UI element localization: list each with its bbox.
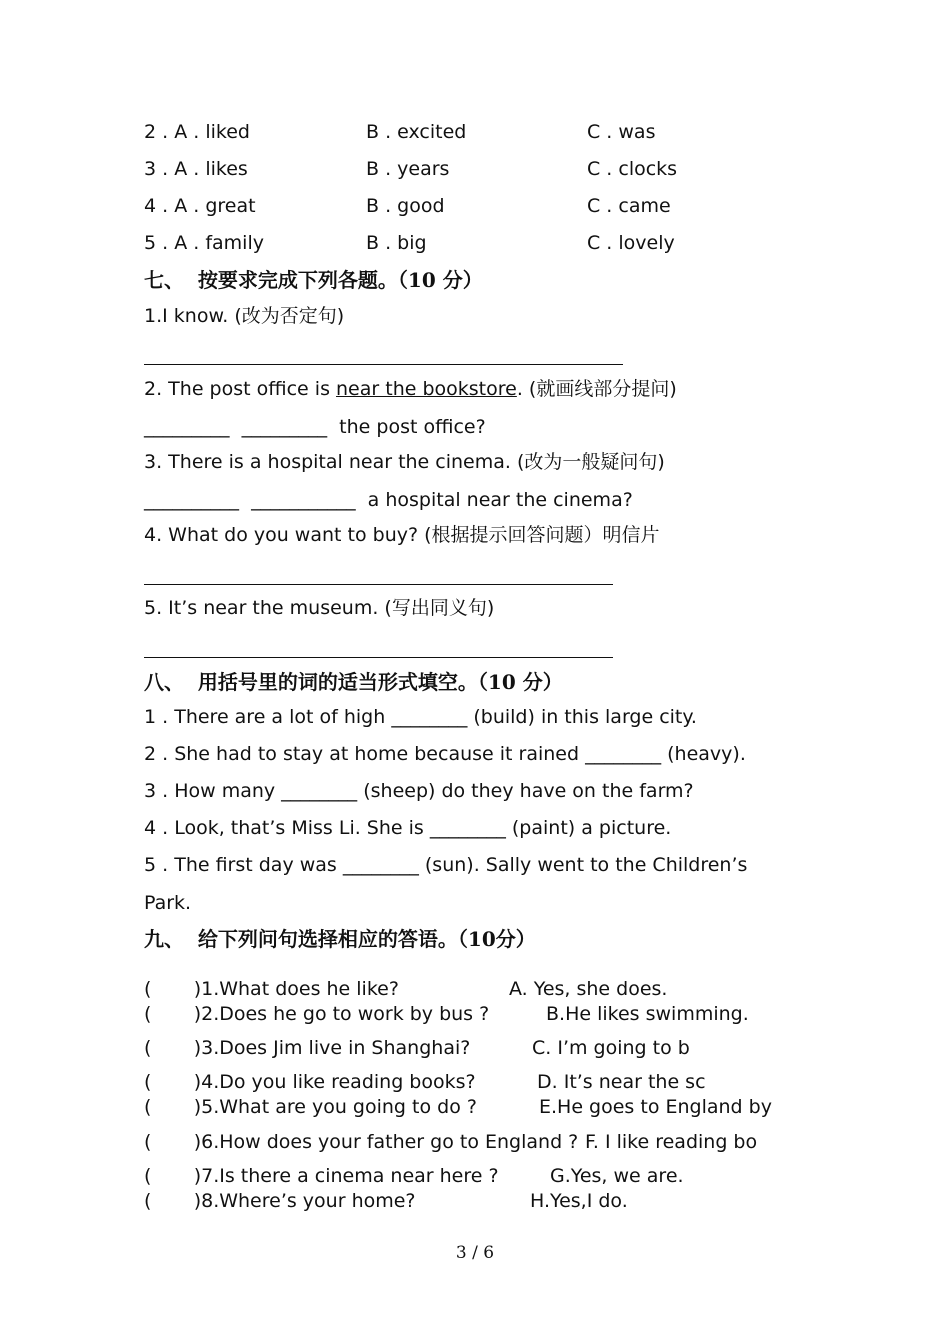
s7-q2-suffix: . (就画线部分提问) xyxy=(516,378,677,400)
section-9-heading: 九、 给下列问句选择相应的答语。（10分） xyxy=(144,927,536,951)
s9-question-4: ( )4.Do you like reading books? xyxy=(144,1071,476,1093)
s9-answer-h: H.Yes,I do. xyxy=(530,1190,628,1212)
choice-2-b: B . excited xyxy=(366,121,467,143)
choice-3-b: B . years xyxy=(366,158,450,180)
s8-item-3: 3 . How many ________ (sheep) do they have on the farm? xyxy=(144,780,694,802)
s8-item-5: 5 . The first day was ________ (sun). Sally went to the Children’s xyxy=(144,854,748,876)
s9-question-8: ( )8.Where’s your home? xyxy=(144,1190,416,1212)
s9-question-2: ( )2.Does he go to work by bus ? xyxy=(144,1003,490,1025)
s8-item-2: 2 . She had to stay at home because it rained ________ (heavy). xyxy=(144,743,746,765)
s7-q2-underlined: near the bookstore xyxy=(336,378,517,400)
s9-question-1: ( )1.What does he like? xyxy=(144,978,399,1000)
choice-4-c: C . came xyxy=(587,195,671,217)
choice-4-b: B . good xyxy=(366,195,445,217)
choice-5-c: C . lovely xyxy=(587,232,675,254)
choice-5-a: 5 . A . family xyxy=(144,232,264,254)
s8-item-5-cont: Park. xyxy=(144,892,192,914)
s7-question-4: 4. What do you want to buy? (根据提示回答问题）明信片 xyxy=(144,524,660,546)
s8-item-4: 4 . Look, that’s Miss Li. She is ________ (paint) a picture. xyxy=(144,817,672,839)
choice-4-a: 4 . A . great xyxy=(144,195,256,217)
s7-answer-line-4[interactable] xyxy=(144,584,613,585)
s7-q2-prefix: 2. The post office is xyxy=(144,378,337,400)
s9-answer-d: D. It’s near the sc xyxy=(537,1071,706,1093)
section-8-heading: 八、 用括号里的词的适当形式填空。（10 分） xyxy=(144,670,563,694)
s9-answer-f: F. I like reading bo xyxy=(585,1131,758,1153)
s7-answer-line-1[interactable] xyxy=(144,364,623,365)
s9-answer-a: A. Yes, she does. xyxy=(509,978,668,1000)
choice-3-a: 3 . A . likes xyxy=(144,158,248,180)
choice-5-b: B . big xyxy=(366,232,427,254)
s8-item-1: 1 . There are a lot of high ________ (build) in this large city. xyxy=(144,706,697,728)
s9-answer-e: E.He goes to England by xyxy=(539,1096,772,1118)
s9-question-7: ( )7.Is there a cinema near here ? xyxy=(144,1165,499,1187)
s9-question-5: ( )5.What are you going to do ? xyxy=(144,1096,477,1118)
page-number: 3 / 6 xyxy=(455,1243,495,1263)
s9-question-3: ( )3.Does Jim live in Shanghai? xyxy=(144,1037,471,1059)
s7-question-1: 1.I know. (改为否定句) xyxy=(144,305,345,327)
s7-question-5: 5. It’s near the museum. (写出同义句) xyxy=(144,597,495,619)
choice-3-c: C . clocks xyxy=(587,158,678,180)
s9-question-6: ( )6.How does your father go to England ? xyxy=(144,1131,579,1153)
s9-answer-c: C. I’m going to b xyxy=(532,1037,690,1059)
s9-answer-b: B.He likes swimming. xyxy=(546,1003,749,1025)
section-7-heading: 七、 按要求完成下列各题。（10 分） xyxy=(144,268,483,292)
choice-2-a: 2 . A . liked xyxy=(144,121,250,143)
choice-2-c: C . was xyxy=(587,121,656,143)
s7-question-3: 3. There is a hospital near the cinema. (改为一般疑问句) xyxy=(144,451,665,473)
s7-answer-2[interactable]: _________ _________ the post office? xyxy=(144,416,486,438)
s7-question-2 xyxy=(144,377,677,401)
s7-answer-line-5[interactable] xyxy=(144,657,613,658)
s9-answer-g: G.Yes, we are. xyxy=(550,1165,684,1187)
s7-answer-3[interactable]: __________ ___________ a hospital near the cinema? xyxy=(144,489,633,511)
